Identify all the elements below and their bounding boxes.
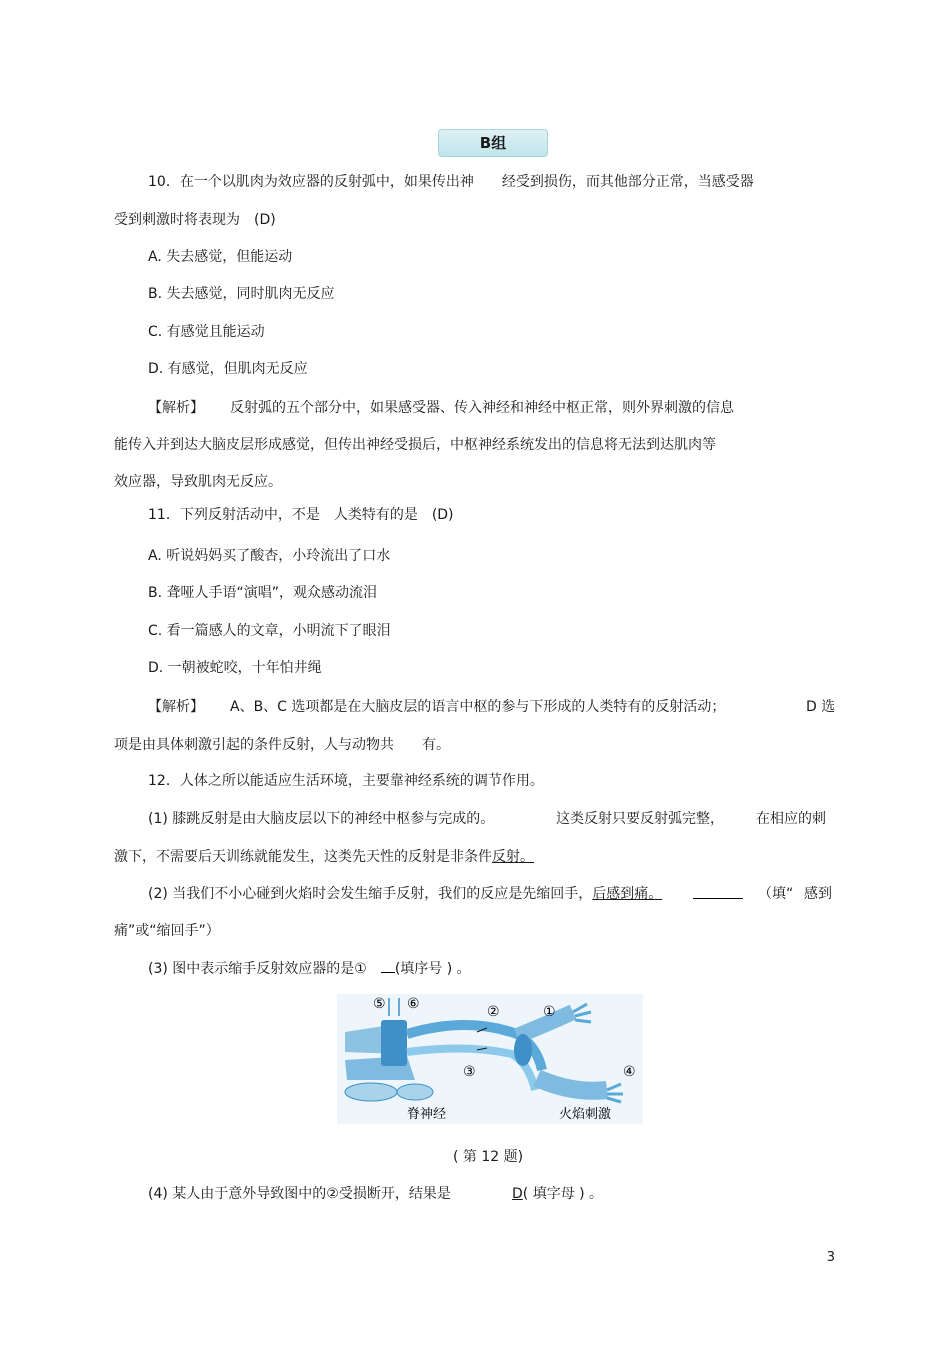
q12-part2-answer: 后感到痛。 xyxy=(592,886,663,902)
q12-part2-blank-group xyxy=(693,884,743,905)
label-3: ③ xyxy=(463,1064,476,1080)
reflex-arc-diagram xyxy=(337,994,643,1124)
q11-option-c: C. 看一篇感人的文章，小明流下了眼泪 xyxy=(148,623,391,639)
q10-stem-line1: 10．在一个以肌肉为效应器的反射弧中，如果传出神 经受到损伤，而其他部分正常，当感受器 xyxy=(148,174,754,190)
q11-option-d: D. 一朝被蛇咬，十年怕井绳 xyxy=(148,660,322,676)
label-5: ⑤ xyxy=(373,996,386,1012)
q12-part4-text: (4) 某人由于意外导致图中的②受损断开，结果是 xyxy=(148,1186,451,1202)
q10-analysis-line3: 效应器，导致肌肉无反应。 xyxy=(114,474,282,490)
q10-stem-line2: 受到刺激时将表现为 (D) xyxy=(114,212,276,228)
q12-part2-fill-prompt: （填“ xyxy=(758,886,794,902)
q10-analysis-line1: 反射弧的五个部分中，如果感受器、传入神经和神经中枢正常，则外界刺激的信息 xyxy=(230,400,734,416)
q12-part1-answer: 反射。 xyxy=(492,849,534,865)
q10-option-a: A. 失去感觉，但能运动 xyxy=(148,249,293,265)
q11-option-b: B. 聋哑人手语“演唱”，观众感动流泪 xyxy=(148,585,378,601)
label-1: ① xyxy=(543,1004,556,1020)
q11-stem: 11．下列反射活动中，不是 人类特有的是 (D) xyxy=(148,507,454,523)
q12-part3-text: (3) 图中表示缩手反射效应器的是① xyxy=(148,961,381,977)
label-4: ④ xyxy=(623,1064,636,1080)
q12-part3-tail: (填序号 ) 。 xyxy=(394,961,471,977)
q12-part2-text: (2) 当我们不小心碰到火焰时会发生缩手反射，我们的反应是先缩回手， xyxy=(148,886,593,902)
q11-analysis-line1-end: D 选 xyxy=(806,699,836,715)
q12-part4-tail: ( 填字母 ) 。 xyxy=(522,1186,604,1202)
q12-part4 xyxy=(148,1184,451,1204)
q11-option-a: A. 听说妈妈买了酸杏，小玲流出了口水 xyxy=(148,548,391,564)
q12-part1-a: (1) 膝跳反射是由大脑皮层以下的神经中枢参与完成的。 xyxy=(148,811,495,827)
q12-stem: 12．人体之所以能适应生活环境，主要靠神经系统的调节作用。 xyxy=(148,773,544,789)
q12-part2-line1 xyxy=(148,884,662,904)
section-header: B组 xyxy=(438,129,548,157)
q10-option-c: C. 有感觉且能运动 xyxy=(148,324,265,340)
q12-part2-line2: 痛”或“缩回手”） xyxy=(114,923,220,939)
label-spinal-nerve: 脊神经 xyxy=(407,1107,447,1122)
q12-part3-blank xyxy=(381,958,395,973)
q12-part2-fill-option: 感到 xyxy=(804,886,832,902)
q11-analysis-line2: 项是由具体刺激引起的条件反射，人与动物共 有。 xyxy=(114,737,450,753)
q10-option-b: B. 失去感觉，同时肌肉无反应 xyxy=(148,286,335,302)
reflex-arc-figure xyxy=(337,994,643,1124)
label-flame-stimulus: 火焰刺激 xyxy=(559,1107,612,1122)
label-6: ⑥ xyxy=(407,996,420,1012)
q12-part2-blank xyxy=(693,884,743,899)
label-2: ② xyxy=(487,1004,500,1020)
q11-analysis-line1: A、B、C 选项都是在大脑皮层的语言中枢的参与下形成的人类特有的反射活动； xyxy=(230,699,726,715)
q12-part1-line2 xyxy=(114,847,534,867)
q12-part1-text: 激下，不需要后天训练就能发生，这类先天性的反射是非条件 xyxy=(114,849,492,865)
q10-analysis-line2: 能传入并到达大脑皮层形成感觉，但传出神经受损后，中枢神经系统发出的信息将无法到达肌肉等 xyxy=(114,437,716,453)
q12-part4-answer-group xyxy=(512,1184,603,1204)
q10-option-d: D. 有感觉，但肌肉无反应 xyxy=(148,361,308,377)
q10-analysis-label: 【解析】 xyxy=(148,400,204,416)
page-number: 3 xyxy=(826,1250,835,1265)
q12-part3 xyxy=(148,958,471,979)
q12-part4-answer: D xyxy=(512,1186,523,1202)
q11-analysis-label: 【解析】 xyxy=(148,699,204,715)
figure-caption: ( 第 12 题) xyxy=(453,1149,524,1165)
q12-part1-b: 这类反射只要反射弧完整， xyxy=(556,811,724,827)
q12-part1-c: 在相应的刺 xyxy=(756,811,826,827)
